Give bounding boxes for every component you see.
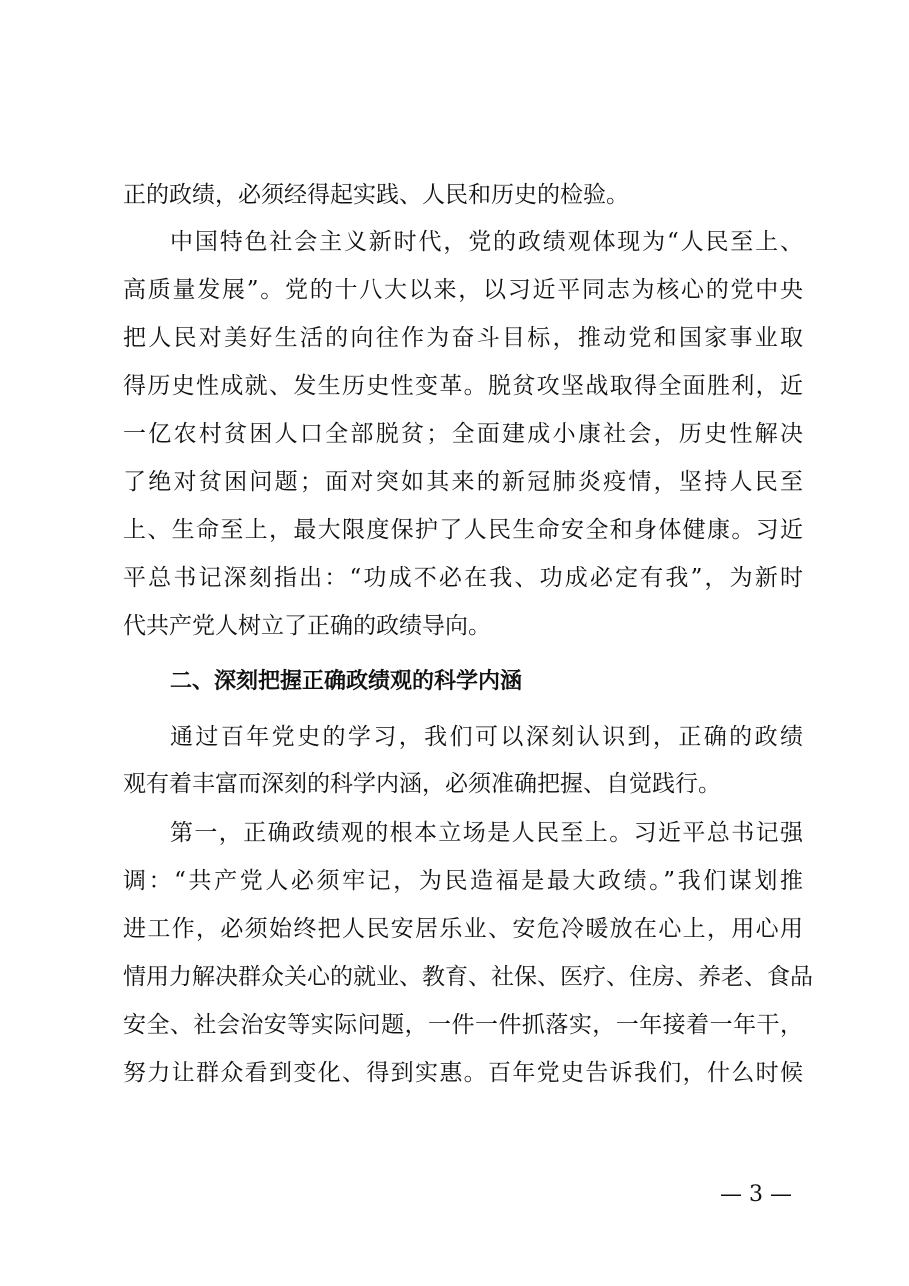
paragraph-line: 代共产党人树立了正确的政绩导向。 xyxy=(123,613,491,639)
paragraph-line: 观有着丰富而深刻的科学内涵，必须准确把握、自觉践行。 xyxy=(123,771,721,797)
paragraph-line: 平总书记深刻指出：“功成不必在我、功成必定有我”，为新时 xyxy=(123,565,803,591)
paragraph-line: 一亿农村贫困人口全部脱贫；全面建成小康社会，历史性解决 xyxy=(123,421,803,447)
paragraph-line: 正的政绩，必须经得起实践、人民和历史的检验。 xyxy=(123,182,629,208)
paragraph-line: 情用力解决群众关心的就业、教育、社保、医疗、住房、养老、食品 xyxy=(123,964,813,990)
paragraph-line: 努力让群众看到变化、得到实惠。百年党史告诉我们，什么时候 xyxy=(123,1060,803,1086)
page-number: — 3 — xyxy=(720,1182,792,1207)
paragraph-line: 安全、社会治安等实际问题，一件一件抓落实，一年接着一年干， xyxy=(123,1012,803,1038)
paragraph-line: 中国特色社会主义新时代，党的政绩观体现为“人民至上、 xyxy=(170,229,803,255)
paragraph-line: 进工作，必须始终把人民安居乐业、安危冷暖放在心上，用心用 xyxy=(123,916,803,942)
paragraph-line: 调：“共产党人必须牢记，为民造福是最大政绩。”我们谋划推 xyxy=(123,868,803,894)
paragraph-line: 得历史性成就、发生历史性变革。脱贫攻坚战取得全面胜利，近 xyxy=(123,373,803,399)
paragraph-line: 高质量发展”。党的十八大以来，以习近平同志为核心的党中央 xyxy=(123,277,803,303)
paragraph-line: 上、生命至上，最大限度保护了人民生命安全和身体健康。习近 xyxy=(123,517,803,543)
section-heading: 二、深刻把握正确政绩观的科学内涵 xyxy=(170,669,523,694)
paragraph-line: 通过百年党史的学习，我们可以深刻认识到，正确的政绩 xyxy=(170,724,803,750)
paragraph-line: 了绝对贫困问题；面对突如其来的新冠肺炎疫情，坚持人民至 xyxy=(123,469,803,495)
paragraph-line: 把人民对美好生活的向往作为奋斗目标，推动党和国家事业取 xyxy=(123,325,803,351)
paragraph-line: 第一，正确政绩观的根本立场是人民至上。习近平总书记强 xyxy=(170,820,803,846)
